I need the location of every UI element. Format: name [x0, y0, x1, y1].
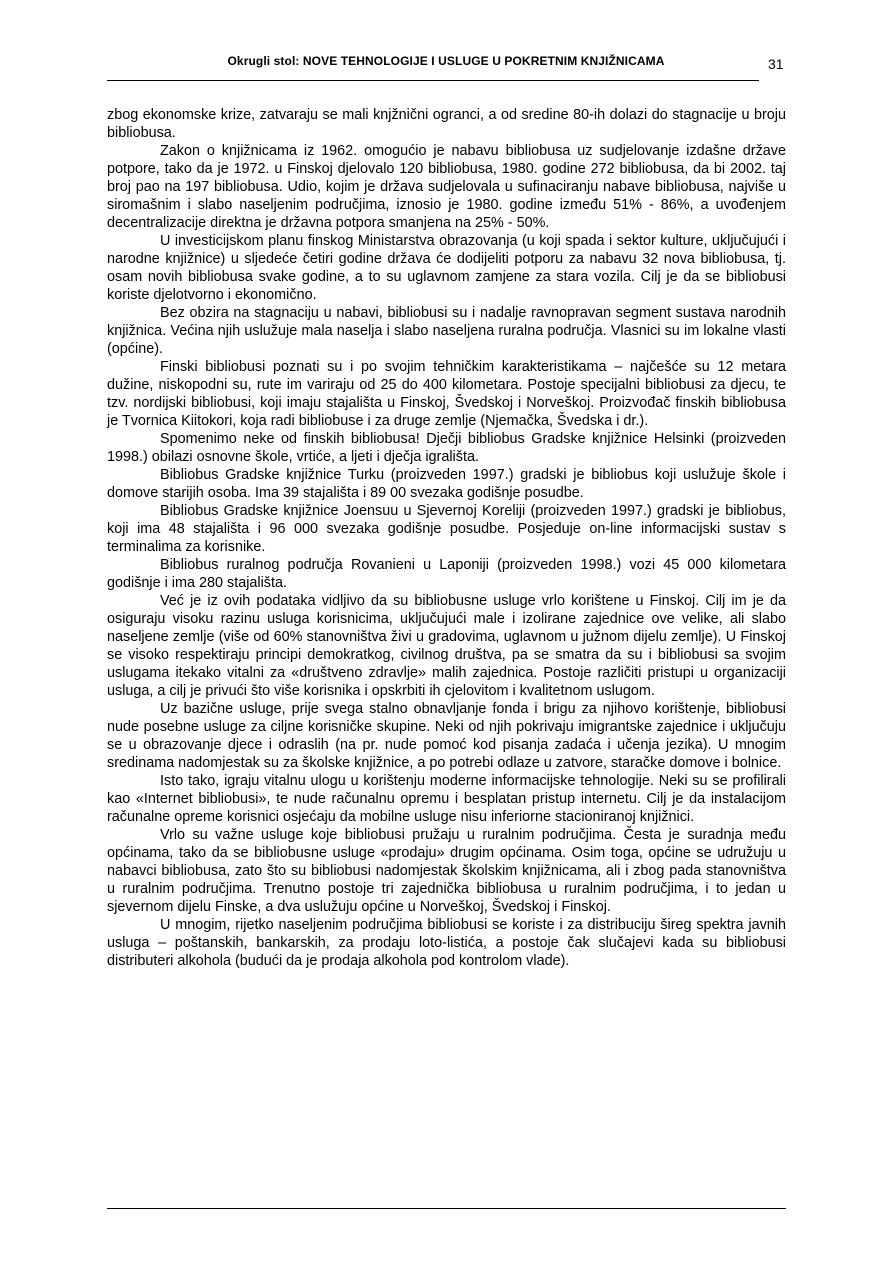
header-title: Okrugli stol: NOVE TEHNOLOGIJE I USLUGE U POKRETNIM KNJIŽNICAMA — [227, 54, 665, 68]
body-text — [107, 106, 786, 970]
page-number: 31 — [768, 56, 784, 72]
paragraph: Bez obzira na stagnaciju u nabavi, bibliobusi su i nadalje ravnopravan segment sustava narodnih knjižnica. Većina njih uslužuje mala naselja i slabo naseljena ruralna područja. Vlasnici su im lokalne vlasti (općine). — [107, 305, 786, 357]
paragraph: zbog ekonomske krize, zatvaraju se mali knjžnični ogranci, a od sredine 80-ih dolazi do stagnacije u broju bibliobusa. — [107, 107, 786, 141]
paragraph: Zakon o knjižnicama iz 1962. omogućio je nabavu bibliobusa uz sudjelovanje izdašne države potpore, tako da je 1972. u Finskoj djelovalo 120 bibliobusa, 1980. godine 272 bibliobusa, da bi 2002. taj broj pao na 197 bibliobusa. Udio, kojim je država sudjelovala u sufinaciranju nabave bibliobusa, najviše u siromašnim i slabo naseljenim područjima, iznosio je 1980. godine između 51% - 86%, a uvođenjem decentralizacije direktna je državna potpora smanjena na 25% - 50%. — [107, 143, 786, 231]
paragraph: U mnogim, rijetko naseljenim područjima bibliobusi se koriste i za distribuciju šireg spektra javnih usluga – poštanskih, bankarskih, za prodaju loto-listića, a postoje čak slučajevi kada su bibliobusi distributeri alkohola (budući da je prodaja alkohola pod kontrolom vlade). — [107, 917, 786, 969]
paragraph: Već je iz ovih podataka vidljivo da su bibliobusne usluge vrlo korištene u Finskoj. Cilj im je da osiguraju visoku razinu usluga korisnicima, uključujući male i izolirane zajednice ove velike, ali slabo naseljene zemlje (više od 60% stanovništva živi u gradovima, uglavnom u južnom dijelu zemlje). U Finskoj se visoko respektiraju principi demokratkog, civilnog društva, pa se smatra da su i bibliobusi sa svojim uslugama itekako vitalni za «društveno zdravlje» malih zajednica. Postoje različiti pristupi u organizaciji usluga, a cilj je privući što više korisnika i opskrbiti ih cjelovitom i kvalitetnom uslugom. — [107, 593, 786, 699]
paragraph: Bibliobus Gradske knjižnice Turku (proizveden 1997.) gradski je bibliobus koji uslužuje škole i domove starijih osoba. Ima 39 stajališta i 89 00 svezaka godišnje posudbe. — [107, 467, 786, 501]
paragraph: Spomenimo neke od finskih bibliobusa! Dječji bibliobus Gradske knjižnice Helsinki (proizveden 1998.) obilazi osnovne škole, vrtiće, a ljeti i dječja igrališta. — [107, 431, 786, 465]
paragraph: Finski bibliobusi poznati su i po svojim tehničkim karakteristikama – najčešće su 12 metara dužine, niskopodni su, rute im variraju od 25 do 400 kilometara. Postoje specijalni bibliobusi za djecu, te tzv. nordijski bibliobusi, koji imaju stajališta u Finskoj, Švedskoj i Norveškoj. Proizvođač finskih bibliobusa je Tvornica Kiitokori, koja radi bibliobuse i za druge zemlje (Njemačka, Švedska i dr.). — [107, 359, 786, 429]
paragraph: Bibliobus Gradske knjižnice Joensuu u Sjevernoj Koreliji (proizveden 1997.) gradski je bibliobus, koji ima 48 stajališta i 96 000 svezaka godišnje posudbe. Posjeduje on-line informacijski sustav s terminalima za korisnike. — [107, 503, 786, 555]
footer-divider — [107, 1208, 786, 1209]
paragraph: Bibliobus ruralnog područja Rovanieni u Laponiji (proizveden 1998.) vozi 45 000 kilometara godišnje i ima 280 stajališta. — [107, 557, 786, 591]
paragraph: U investicijskom planu finskog Ministarstva obrazovanja (u koji spada i sektor kulture, uključujući i narodne knjižnice) u sljedeće četiri godine država će dodijeliti potporu za nabavu 32 nova bibliobusa, tj. osam novih bibliobusa svake godine, a to su uglavnom zamjene za stara vozila. Cilj je da se bibliobusi koriste djelotvorno i ekonomično. — [107, 233, 786, 303]
paragraph: Vrlo su važne usluge koje bibliobusi pružaju u ruralnim područjima. Česta je suradnja među općinama, tako da se bibliobusne usluge «prodaju» drugim općinama. Osim toga, općine se udružuju u nabavci bibliobusa, zato što su bibliobusi nadomjestak školskim knjižnicama, ali i zbog pada stanovništva u ruralnim područjima. Trenutno postoje tri zajednička bibliobusa u ruralnim područjima, i to jedan u sjevernom dijelu Finske, a dva uslužuju općine u Norveškoj, Švedskoj i Finskoj. — [107, 827, 786, 915]
header-divider — [107, 80, 759, 81]
paragraph: Uz bazične usluge, prije svega stalno obnavljanje fonda i brigu za njihovo korištenje, bibliobusi nude posebne usluge za ciljne korisničke skupine. Neki od njih pokrivaju imigrantske zajednice i uključuju se u obrazovanje djece i odraslih (na pr. nude pomoć kod pisanja zadaća i učenja jezika). U mnogim sredinama nadomjestak su za školske knjižnice, a po potrebi odlaze u zatvore, staračke domove i bolnice. — [107, 701, 786, 771]
paragraph: Isto tako, igraju vitalnu ulogu u korištenju moderne informacijske tehnologije. Neki su se profilirali kao «Internet bibliobusi», te nude računalnu opremu i besplatan pristup internetu. Cilj je da instalacijom računalne opreme korisnici osjećaju da mobilne usluge nisu inferiorne stacioniranoj knjižnici. — [107, 773, 786, 825]
